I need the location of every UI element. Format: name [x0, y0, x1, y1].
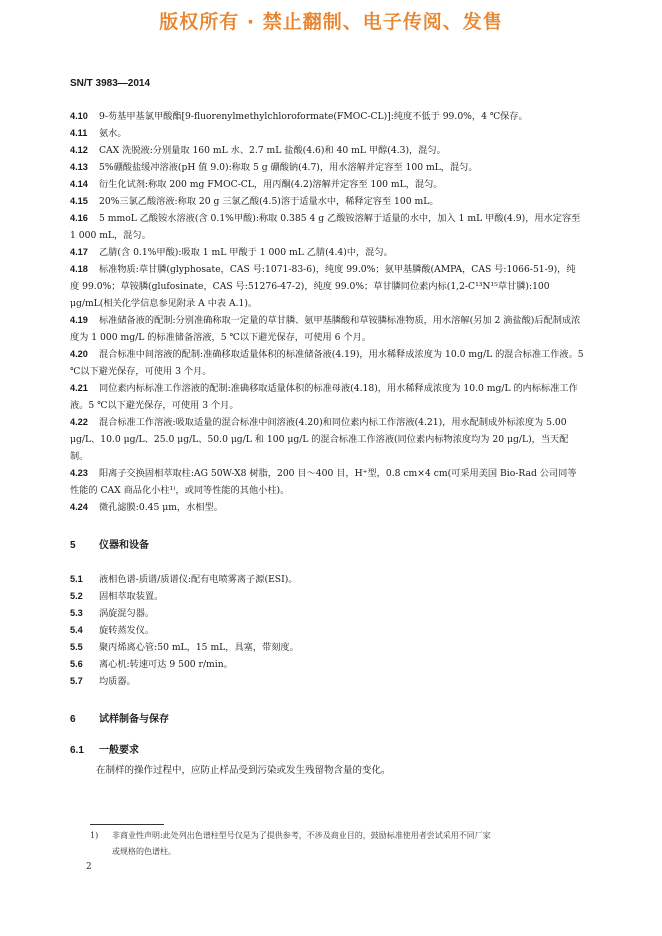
- clause-5-6: [70, 656, 584, 673]
- clause-number: 4.12: [70, 145, 88, 155]
- watermark: 版权所有 · 禁止翻制、电子传阅、发售: [159, 11, 503, 33]
- clause-text: 乙腈(含 0.1%甲酸):吸取 1 mL 甲酸于 1 000 mL 乙腈(4.4)中，混匀。: [99, 247, 393, 258]
- clause-text: 液相色谱-质谱/质谱仪:配有电喷雾离子源(ESI)。: [99, 574, 298, 585]
- clause-4-15: [70, 193, 584, 210]
- clause-number: 5.7: [70, 676, 83, 686]
- clause-5-5: [70, 639, 584, 656]
- section-6-heading: 6 试样制备与保存: [70, 714, 169, 725]
- clause-number: 4.14: [70, 179, 88, 189]
- footnote-mark: 1): [90, 831, 99, 840]
- clause-number: 4.22: [70, 417, 88, 427]
- clause-5-7: [70, 673, 584, 690]
- clause-number: 5.6: [70, 659, 83, 669]
- clause-number: 4.13: [70, 162, 88, 172]
- clause-text: 固相萃取装置。: [99, 591, 164, 602]
- clause-4-24: [70, 499, 584, 516]
- clause-text: 聚丙烯离心管:50 mL，15 mL，具塞，带刻度。: [99, 642, 299, 653]
- clause-number: 5.2: [70, 591, 83, 601]
- clause-number: 4.11: [70, 128, 88, 138]
- clause-4-14: [70, 176, 584, 193]
- clause-4-10: [70, 108, 584, 125]
- clause-text: 同位素内标标准工作溶液的配制:准确移取适量体积的标准母液(4.18)，用水稀释成浓度为 10.0 mg/L 的内标标准工作液。5 ℃以下避光保存，可使用 3 个月。: [70, 383, 578, 411]
- clause-4-17: [70, 244, 584, 261]
- clause-text: 旋转蒸发仪。: [99, 625, 155, 636]
- clause-text: 均质器。: [99, 676, 136, 687]
- clause-text: 9-芴基甲基氯甲酸酯[9-fluorenylmethylchloroformate(FMOC-CL)]:纯度不低于 99.0%，4 ℃保存。: [99, 111, 528, 122]
- clause-number: 4.16: [70, 213, 88, 223]
- clause-text: 标准物质:草甘膦(glyphosate，CAS 号:1071-83-6)，纯度 99.0%；氨甲基膦酸(AMPA，CAS 号:1066-51-9)，纯度 99.0%；草铵膦(glufosinate，CAS 号:51276-47-2)，纯度 99.0%；草甘膦同位素内标(1,2-C¹³N¹⁵草甘膦):100 μg/mL(相关化学信息参见附录 A 中表 A.1)。: [70, 264, 576, 309]
- section-6-1-heading: 6.1 一般要求: [70, 745, 139, 756]
- page-number: 2: [86, 862, 92, 872]
- clause-number: 4.23: [70, 468, 88, 478]
- clause-text: 5%硼酸盐缓冲溶液(pH 值 9.0):称取 5 g 硼酸钠(4.7)，用水溶解并定容至 100 mL，混匀。: [99, 162, 478, 173]
- clause-4-16: [70, 210, 584, 244]
- clause-number: 4.20: [70, 349, 88, 359]
- clause-4-12: [70, 142, 584, 159]
- clause-number: 4.17: [70, 247, 88, 257]
- clause-text: 离心机:转速可达 9 500 r/min。: [99, 659, 233, 670]
- clause-text: 混合标准中间溶液的配制:准确移取适量体积的标准储备液(4.19)，用水稀释成浓度为 10.0 mg/L 的混合标准工作液。5 ℃以下避光保存，可使用 3 个月。: [70, 349, 584, 377]
- clause-text: 氨水。: [99, 128, 127, 139]
- clause-4-11: [70, 125, 584, 142]
- clause-number: 4.18: [70, 264, 88, 274]
- clause-5-1: [70, 571, 584, 588]
- clause-5-4: [70, 622, 584, 639]
- clause-number: 5.1: [70, 574, 83, 584]
- clause-number: 5.3: [70, 608, 83, 618]
- clause-4-23: [70, 465, 584, 499]
- clause-4-13: [70, 159, 584, 176]
- clause-number: 4.19: [70, 315, 88, 325]
- clause-text: 5 mmoL 乙酸铵水溶液(含 0.1%甲酸):称取 0.385 4 g 乙酸铵溶解于适量的水中，加入 1 mL 甲酸(4.9)，用水定容至 1 000 mL，混匀。: [70, 213, 581, 241]
- section-5-heading: 5 仪器和设备: [70, 540, 149, 551]
- clause-5-2: [70, 588, 584, 605]
- clause-number: 4.24: [70, 502, 88, 512]
- clause-5-3: [70, 605, 584, 622]
- clause-text: 标准储备液的配制:分别准确称取一定量的草甘膦、氨甲基膦酸和草铵膦标准物质，用水溶解(另加 2 滴盐酸)后配制成浓度为 1 000 mg/L 的标准储备溶液，5 ℃以下避光保存，可使用 6 个月。: [70, 315, 581, 343]
- clause-4-21: [70, 380, 584, 414]
- clause-4-22: [70, 414, 584, 465]
- clause-text: CAX 洗脱液:分别量取 160 mL 水、2.7 mL 盐酸(4.6)和 40 mL 甲醇(4.3)，混匀。: [99, 145, 446, 156]
- section-6-1-text: 在制样的操作过程中，应防止样品受到污染或发生残留物含量的变化。: [96, 765, 391, 776]
- clause-text: 混合标准工作溶液:吸取适量的混合标准中间溶液(4.20)和同位素内标工作溶液(4.21)，用水配制成外标浓度为 5.00 μg/L、10.0 μg/L、25.0 μg/L、50.0 μg/L 和 100 μg/L 的混合标准工作溶液(同位素内标物浓度均为 20 μg/L)，当天配制。: [70, 417, 569, 462]
- clause-text: 20%三氯乙酸溶液:称取 20 g 三氯乙酸(4.5)溶于适量水中，稀释定容至 100 mL。: [99, 196, 439, 207]
- footnote-divider: [90, 824, 164, 825]
- standard-code: SN/T 3983—2014: [70, 78, 151, 89]
- clause-4-20: [70, 346, 584, 380]
- footnote: [90, 828, 590, 860]
- clause-text: 衍生化试剂:称取 200 mg FMOC-CL，用丙酮(4.2)溶解并定容至 100 mL，混匀。: [99, 179, 443, 190]
- clause-number: 4.21: [70, 383, 88, 393]
- clause-4-19: [70, 312, 584, 346]
- clause-number: 4.10: [70, 111, 88, 121]
- section-4-items: [70, 108, 584, 516]
- clause-number: 5.5: [70, 642, 83, 652]
- clause-number: 5.4: [70, 625, 83, 635]
- footnote-line-1: 1) 非商业性声明:此处列出色谱柱型号仅是为了提供参考，不涉及商业目的，鼓励标准使用者尝试采用不同厂家: [90, 828, 590, 844]
- clause-number: 4.15: [70, 196, 88, 206]
- section-5-items: [70, 571, 584, 690]
- clause-4-18: [70, 261, 584, 312]
- document-body: [70, 108, 584, 779]
- clause-text: 涡旋混匀器。: [99, 608, 155, 619]
- footnote-line-2: 或规格的色谱柱。: [112, 847, 176, 856]
- clause-text: 微孔滤膜:0.45 μm，水相型。: [99, 502, 223, 513]
- clause-text: 阳离子交换固相萃取柱:AG 50W-X8 树脂，200 目～400 目，H⁺型，0.8 cm×4 cm(可采用美国 Bio-Rad 公司同等性能的 CAX 商品化小柱¹⁾，或同等性能的其他小柱)。: [70, 468, 577, 496]
